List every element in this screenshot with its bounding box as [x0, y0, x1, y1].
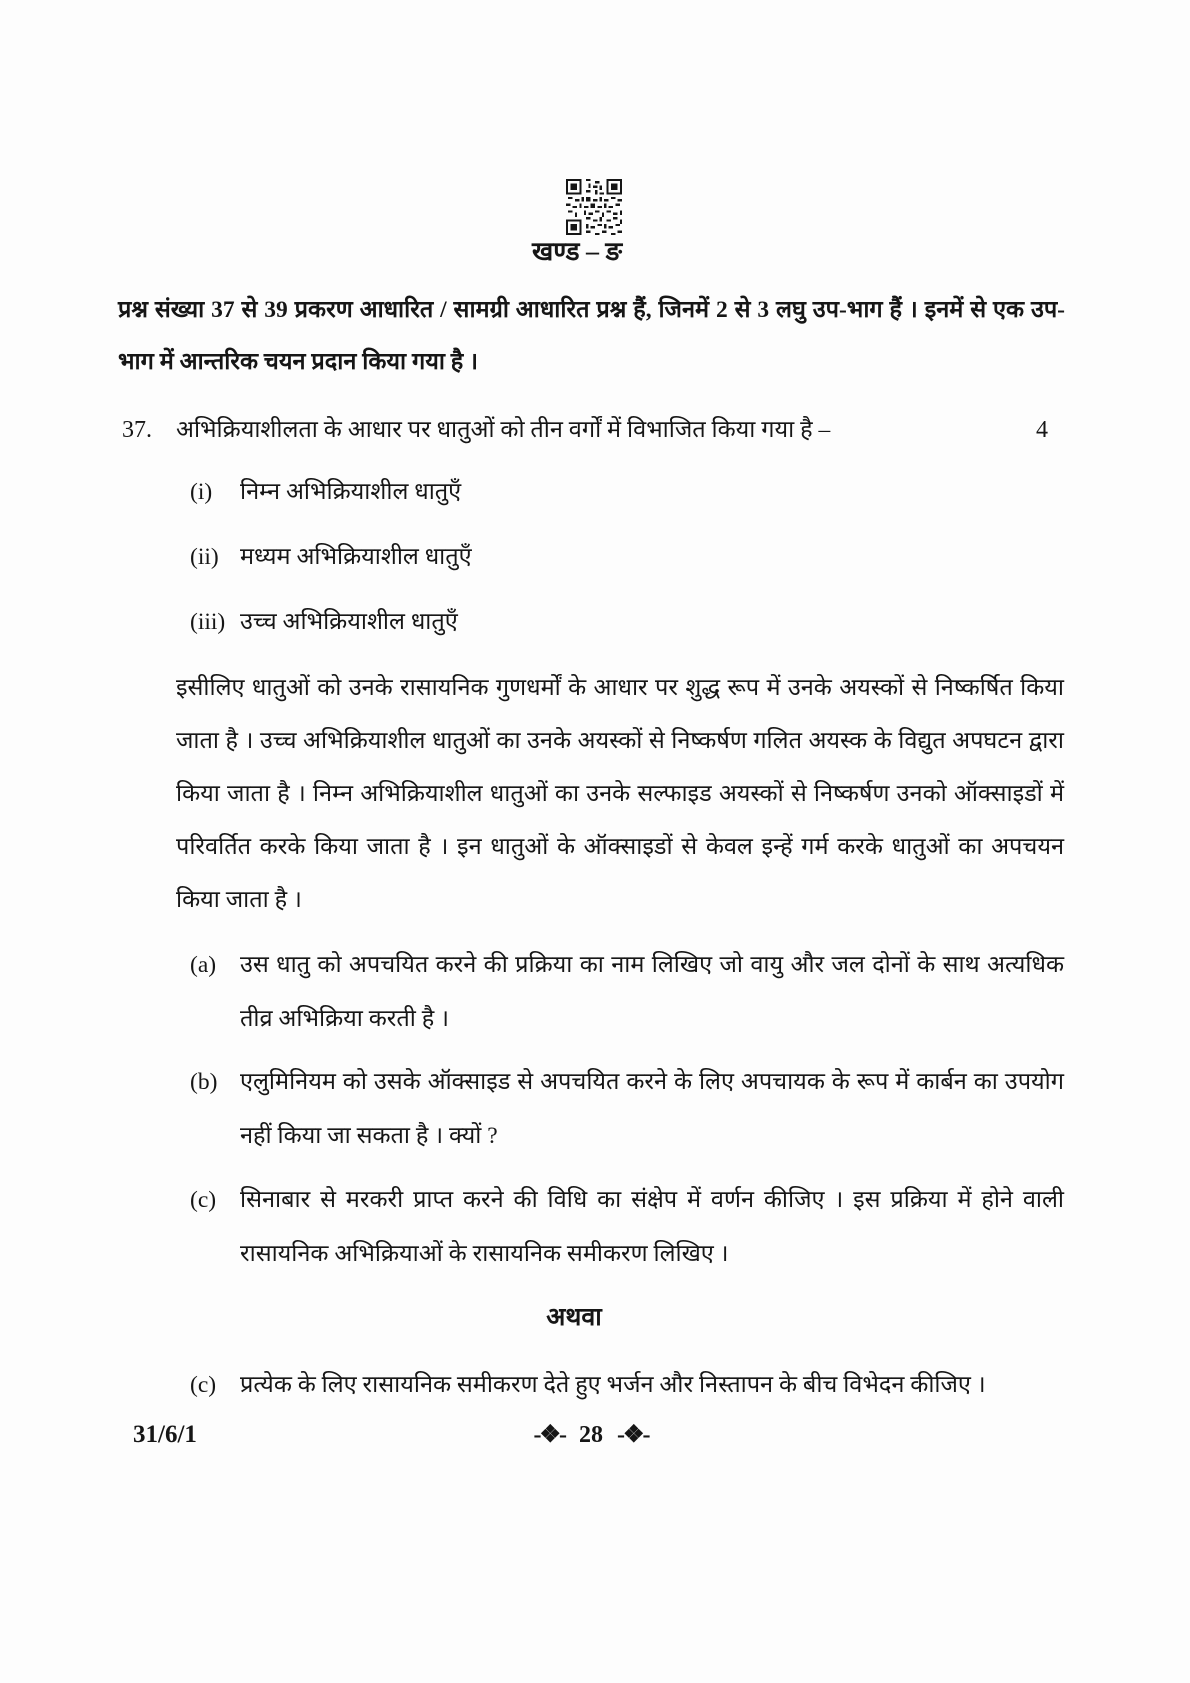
subquestion-c — [190, 1173, 1064, 1281]
subquestion-a — [190, 938, 1064, 1046]
subquestion-label: (c) — [190, 1372, 217, 1398]
subquestion-text: सिनाबार से मरकरी प्राप्त करने की विधि का संक्षेप में वर्णन कीजिए । इस प्रक्रिया में होने वाली रासायनिक अभिक्रियाओं के रासायनिक समीकरण लिखिए । — [240, 1187, 1064, 1267]
question-marks: 4 — [1036, 417, 1048, 443]
subquestion-label: (a) — [190, 952, 217, 978]
question-stem: अभिक्रियाशीलता के आधार पर धातुओं को तीन वर्गों में विभाजित किया गया है – — [176, 417, 831, 443]
subquestion-text: प्रत्येक के लिए रासायनिक समीकरण देते हुए भर्जन और निस्तापन के बीच विभेदन कीजिए । — [240, 1372, 986, 1398]
qr-code-icon — [566, 178, 622, 236]
list-item-label: (i) — [190, 479, 213, 505]
subquestion-b — [190, 1055, 1064, 1163]
or-label: अथवा — [546, 1304, 602, 1331]
list-item — [190, 602, 1050, 642]
list-item-text: निम्न अभिक्रियाशील धातुएँ — [240, 479, 462, 505]
page-number: 28 — [579, 1422, 603, 1448]
page-number-block — [534, 1421, 649, 1449]
ornament-left-icon: -❖- — [533, 1422, 565, 1448]
subquestion-text: एलुमिनियम को उसके ऑक्साइड से अपचयित करने के लिए अपचायक के रूप में कार्बन का उपयोग नहीं किया जा सकता है । क्यों ? — [240, 1069, 1064, 1149]
list-item-label: (ii) — [190, 544, 219, 570]
list-item-text: उच्च अभिक्रियाशील धातुएँ — [240, 609, 458, 635]
ornament-right-icon: -❖- — [617, 1422, 649, 1448]
list-item — [190, 537, 1050, 577]
question-paragraph: इसीलिए धातुओं को उनके रासायनिक गुणधर्मों के आधार पर शुद्ध रूप में उनके अयस्कों से निष्कर्षित किया जाता है । उच्च अभिक्रियाशील धातुओं का उनके अयस्कों से निष्कर्षण गलित अयस्क के विद्युत अपघटन द्वारा किया जाता है । निम्न अभिक्रियाशील धातुओं का उनके सल्फाइड अयस्कों से निष्कर्षण उनको ऑक्साइडों में परिवर्तित करके किया जाता है । इन धातुओं के ऑक्साइडों से केवल इन्हें गर्म करके धातुओं का अपचयन किया जाता है । — [176, 675, 1064, 913]
paper-code: 31/6/1 — [133, 1421, 197, 1448]
list-item-label: (iii) — [190, 609, 226, 635]
subquestion-text: उस धातु को अपचयित करने की प्रक्रिया का नाम लिखिए जो वायु और जल दोनों के साथ अत्यधिक तीव्र अभिक्रिया करती है । — [240, 952, 1064, 1032]
list-item — [190, 472, 1050, 512]
subquestion-c-alt — [190, 1358, 1064, 1412]
section-heading: खण्ड – ङ — [531, 237, 623, 266]
question-number: 37. — [122, 417, 152, 443]
list-item-text: मध्यम अभिक्रियाशील धातुएँ — [240, 544, 472, 570]
instructions-text: प्रश्न संख्या 37 से 39 प्रकरण आधारित / सामग्री आधारित प्रश्न हैं, जिनमें 2 से 3 लघु उप-भाग हैं । इनमें से एक उप-भाग में आन्तरिक चयन प्रदान किया गया है । — [118, 297, 1065, 375]
subquestion-label: (c) — [190, 1187, 217, 1213]
subquestion-label: (b) — [190, 1069, 218, 1095]
